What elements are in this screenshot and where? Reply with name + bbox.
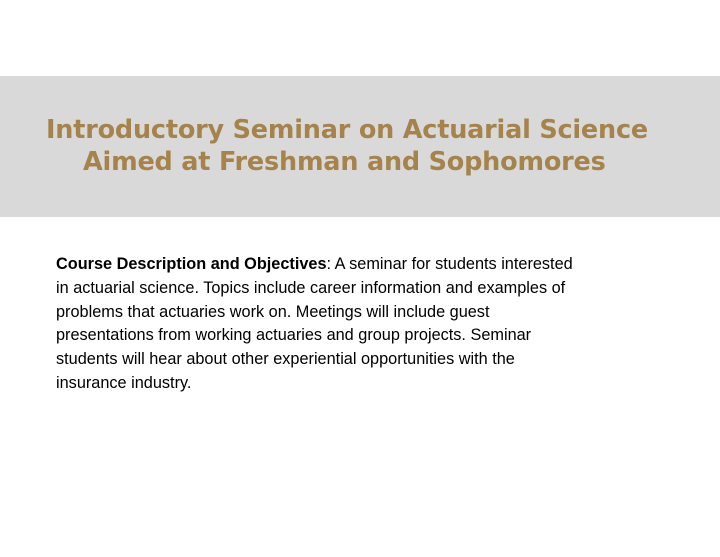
description-line-2: in actuarial science. Topics include career information and examples of — [56, 278, 566, 297]
title-line-1: Introductory Seminar on Actuarial Science — [46, 115, 648, 145]
course-description — [56, 253, 666, 396]
slide-title — [0, 114, 720, 178]
description-line-6: insurance industry. — [56, 373, 192, 392]
description-line-4: presentations from working actuaries and group projects. Seminar — [56, 326, 532, 345]
description-line-5: students will hear about other experiential opportunities with the — [56, 350, 515, 369]
description-label: Course Description and Objectives — [56, 255, 327, 273]
description-label-suffix: : A seminar for students interested — [326, 255, 573, 273]
description-line-3: problems that actuaries work on. Meetings will include guest — [56, 302, 490, 321]
title-band — [0, 76, 720, 217]
description-line-1 — [56, 253, 666, 277]
title-line-2: Aimed at Freshman and Sophomores — [83, 147, 606, 177]
